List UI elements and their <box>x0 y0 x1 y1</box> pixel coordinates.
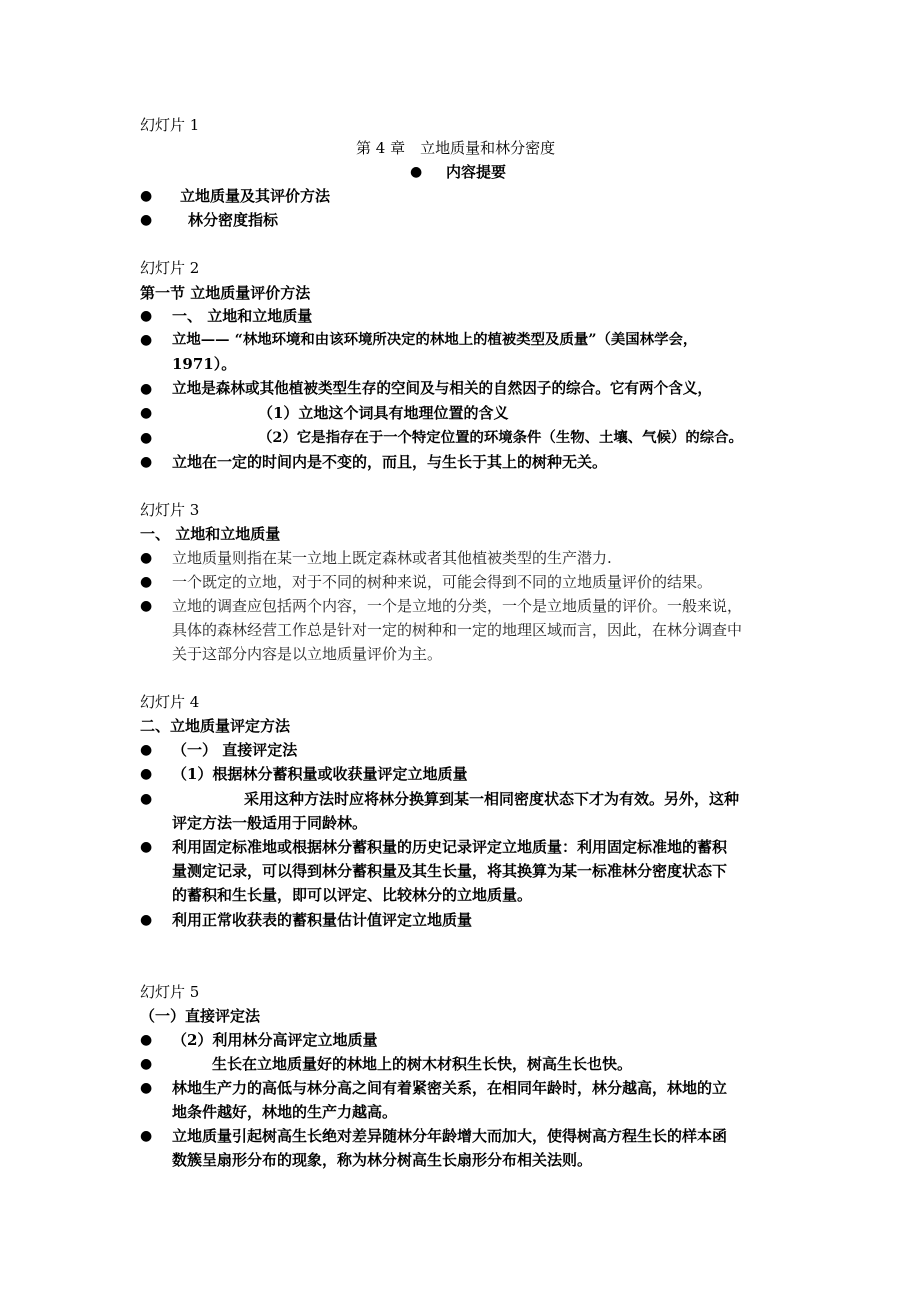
bullet-icon: ● <box>140 1056 153 1072</box>
list-item: （2）利用林分高评定立地质量 <box>172 1031 378 1049</box>
list-item-cont: 具体的森林经营工作总是针对一定的树种和一定的地理区域而言，因此，在林分调查中 <box>172 621 743 639</box>
list-item-cont: 量测定记录，可以得到林分蓄积量及其生长量，将其换算为某一标准林分密度状态下 <box>172 862 728 880</box>
slide-label: 幻灯片 5 <box>140 983 200 1001</box>
slide-label: 幻灯片 1 <box>140 116 200 134</box>
bullet-icon: ● <box>140 405 153 421</box>
list-item: 生长在立地质量好的林地上的树木材积生长快，树高生长也快。 <box>212 1055 633 1073</box>
bullet-icon: ● <box>140 550 153 566</box>
bullet-icon: ● <box>410 164 423 180</box>
list-item: 立地质量则指在某一立地上既定森林或者其他植被类型的生产潜力. <box>172 549 612 567</box>
list-item: （2）它是指存在于一个特定位置的环境条件（生物、土壤、气候）的综合。 <box>258 429 743 446</box>
list-item: 采用这种方法时应将林分换算到某一相同密度状态下才为有效。另外，这种 <box>244 790 740 808</box>
list-item: 立地质量及其评价方法 <box>180 187 331 205</box>
bullet-icon: ● <box>140 332 153 348</box>
list-item: 林地生产力的高低与林分高之间有着紧密关系，在相同年龄时，林分越高，林地的立 <box>172 1079 728 1097</box>
chapter-title: 第 4 章 立地质量和林分密度 <box>356 139 556 157</box>
bullet-icon: ● <box>140 454 153 470</box>
list-item-cont: 的蓄积和生长量，即可以评定、比较林分的立地质量。 <box>172 886 533 904</box>
slide-label: 幻灯片 3 <box>140 501 200 519</box>
list-item-cont: 数簇呈扇形分布的现象，称为林分树高生长扇形分布相关法则。 <box>172 1151 593 1169</box>
bullet-icon: ● <box>140 839 153 855</box>
slide-label: 幻灯片 4 <box>140 693 200 711</box>
list-item: 林分密度指标 <box>188 211 279 229</box>
section-heading: 一、 立地和立地质量 <box>140 525 281 543</box>
bullet-icon: ● <box>140 1080 153 1096</box>
bullet-icon: ● <box>140 1128 153 1144</box>
list-item: 一、 立地和立地质量 <box>172 307 313 325</box>
list-item: 立地在一定的时间内是不变的，而且，与生长于其上的树种无关。 <box>172 453 608 471</box>
list-item: 一个既定的立地，对于不同的树种来说，可能会得到不同的立地质量评价的结果。 <box>172 573 713 591</box>
list-item: 利用正常收获表的蓄积量估计值评定立地质量 <box>172 911 473 929</box>
bullet-icon: ● <box>140 308 153 324</box>
bullet-icon: ● <box>140 912 153 928</box>
bullet-icon: ● <box>140 430 153 446</box>
list-item-cont: 评定方法一般适用于同龄林。 <box>172 814 368 832</box>
bullet-icon: ● <box>140 766 153 782</box>
list-item: 立地—— “林地环境和由该环境所决定的林地上的植被类型及质量”（美国林学会， <box>172 331 698 348</box>
section-heading: 二、立地质量评定方法 <box>140 717 291 735</box>
summary-heading: 内容提要 <box>446 163 507 181</box>
bullet-icon: ● <box>140 574 153 590</box>
bullet-icon: ● <box>140 742 153 758</box>
list-item-cont: 关于这部分内容是以立地质量评价为主。 <box>172 645 443 663</box>
list-item-cont: 地条件越好，林地的生产力越高。 <box>172 1103 398 1121</box>
list-item: 立地是森林或其他植被类型生存的空间及与相关的自然因子的综合。它有两个含义， <box>172 380 712 397</box>
bullet-icon: ● <box>140 1032 153 1048</box>
bullet-icon: ● <box>140 212 153 228</box>
section-heading: （一）直接评定法 <box>140 1007 261 1025</box>
bullet-icon: ● <box>140 791 153 807</box>
list-item: 立地的调查应包括两个内容，一个是立地的分类，一个是立地质量的评价。一般来说， <box>172 597 743 615</box>
list-item: 利用固定标准地或根据林分蓄积量的历史记录评定立地质量：利用固定标准地的蓄积 <box>172 838 728 856</box>
list-item: （1）立地这个词具有地理位置的含义 <box>258 404 509 422</box>
list-item: 立地质量引起树高生长绝对差异随林分年龄增大而加大，使得树高方程生长的样本函 <box>172 1127 728 1145</box>
bullet-icon: ● <box>140 381 153 397</box>
list-item: （一） 直接评定法 <box>172 741 298 759</box>
list-item-cont: 1971）。 <box>172 355 237 373</box>
bullet-icon: ● <box>140 188 153 204</box>
bullet-icon: ● <box>140 598 153 614</box>
slide-label: 幻灯片 2 <box>140 259 200 277</box>
section-heading: 第一节 立地质量评价方法 <box>140 284 311 302</box>
list-item: （1）根据林分蓄积量或收获量评定立地质量 <box>172 765 468 783</box>
